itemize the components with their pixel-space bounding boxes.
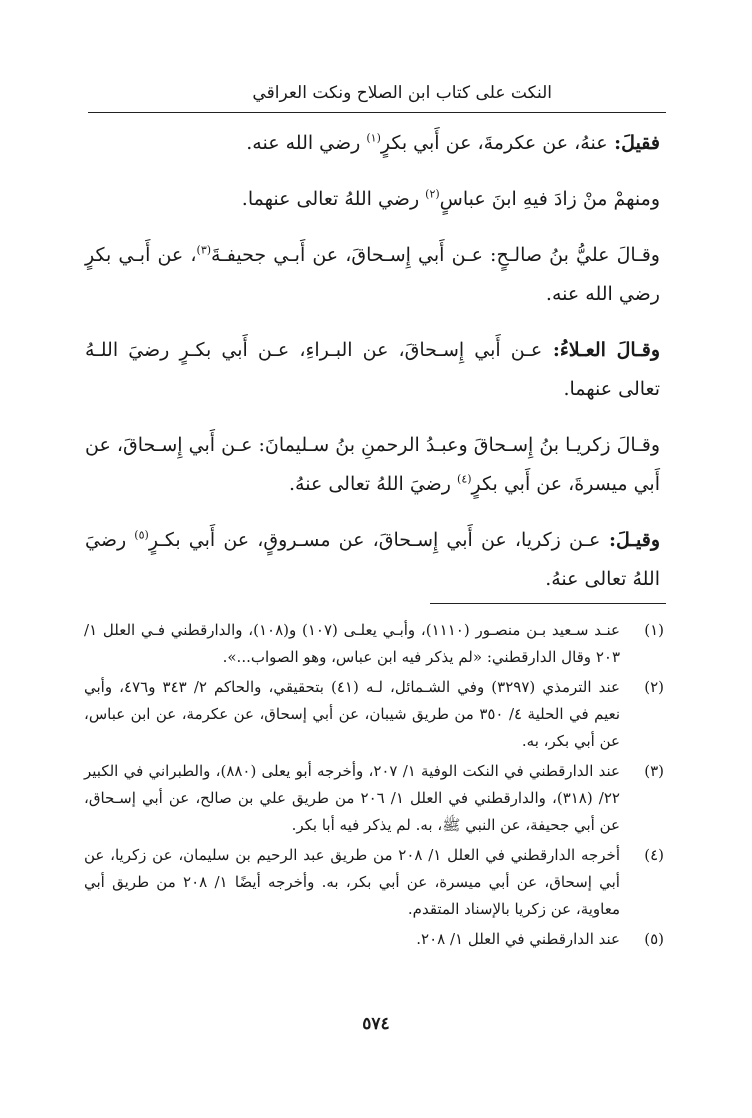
footnote-number: (٣): [644, 762, 664, 780]
paragraph-1: [85, 124, 660, 163]
paragraph-4-text: عـن أَبي إِسـحاقَ، عن البـراءِ، عـن أَبي بكـرٍ رضيَ اللـهُ تعالى عنهما.: [85, 339, 660, 400]
footnote-ref-3[interactable]: (٣): [196, 243, 212, 257]
footnote-ref-2[interactable]: (٢): [425, 187, 440, 201]
paragraph-6-text-a: عـن زكريا، عن أَبي إِسـحاقَ، عن مسـروقٍ، عن أَبي بكـرٍ: [148, 529, 601, 551]
footnote-number: (٥): [644, 930, 664, 948]
paragraph-6-text-b: رضيَ اللهُ تعالى عنهُ.: [85, 529, 660, 590]
footnote-text: عند الدارقطني في النكت الوفية ١/ ٢٠٧، وأخرجه أبو يعلى (٨٨٠)، والطبراني في الكبير ٢٢/ (٣١٨)، والدارقطني في العلل ١/ ٢٠٦ من طريق علي بن صالح، عن أبي إسـحاق، عن أبي جحيفة، عن النبي ﷺ، به. لم يذكر فيه أبا بكر.: [84, 762, 620, 834]
paragraph-3: [85, 236, 660, 314]
paragraph-6: [85, 521, 660, 599]
footnote-ref-1[interactable]: (١): [366, 131, 381, 145]
footnote-4: [84, 842, 664, 923]
paragraph-2-text-b: رضي اللهُ تعالى عنهما.: [241, 188, 426, 210]
footnote-ref-4[interactable]: (٤): [457, 472, 472, 486]
footnote-2: [84, 674, 664, 755]
paragraph-4: [85, 331, 660, 409]
footnote-text: عند الترمذي (٣٢٩٧) وفي الشـمائل، لـه (٤١) بتحقيقي، والحاكم ٢/ ٣٤٣ و٤٧٦، وأبي نعيم في الحلية ٤/ ٣٥٠ من طريق شيبان، عن أبي إسحاق، عن عكرمة، عن ابن عباس، عن أبي بكر، به.: [84, 678, 621, 750]
footnote-text: أخرجه الدارقطني في العلل ١/ ٢٠٨ من طريق عبد الرحيم بن سليمان، عن زكريا، عن أبي إسحاق، عن أبي ميسرة، عن أبي بكر، به. وأخرجه أيضًا ١/ ٢٠٨ من طريق أبي معاوية، عن زكريا بالإسناد المتقدم.: [84, 846, 620, 918]
page-number: ٥٧٤: [362, 1014, 390, 1034]
paragraph-3-text-b: ، عن أَبـي بكرٍ رضي الله عنه.: [85, 244, 660, 305]
paragraph-2: [85, 180, 660, 219]
paragraph-4-lead: وقـالَ العـلاءُ:: [542, 339, 661, 361]
footnote-text: عنـد سـعيد بـن منصـور (١١١٠)، وأبـي يعلـى (١٠٧) و(١٠٨)، والدارقطني فـي العلل ١/ ٢٠٣ وقال الدارقطني: «لم يذكر فيه ابن عباس، وهو الصواب...».: [84, 621, 621, 666]
footnotes: [84, 617, 664, 956]
paragraph-5-text-b: رضيَ اللهُ تعالى عنهُ.: [289, 473, 458, 495]
running-title: النكت على كتاب ابن الصلاح ونكت العراقي: [252, 83, 552, 103]
footnotes-rule: [430, 603, 666, 604]
footnote-number: (٢): [644, 678, 664, 696]
footnote-number: (١): [644, 621, 664, 639]
paragraph-5: [85, 426, 660, 504]
footnote-number: (٤): [644, 846, 664, 864]
main-text: [85, 124, 660, 616]
paragraph-1-lead: فقيلَ:: [607, 132, 660, 154]
footnote-3: [84, 758, 664, 839]
paragraph-1-text-b: رضي الله عنه.: [246, 132, 367, 154]
header-rule: [88, 112, 666, 113]
paragraph-1-text-a: عنهُ، عن عكرمةَ، عن أَبي بكرٍ: [380, 132, 608, 154]
paragraph-5-text-a: وقـالَ زكريـا بنُ إِسـحاقَ وعبـدُ الرحمنِ بنُ سـليمانَ: عـن أَبي إِسـحاقَ، عن أَبي ميسرةَ، عن أَبي بكرٍ: [85, 434, 660, 495]
paragraph-3-text-a: وقـالَ عليُّ بنُ صالـحٍ: عـن أَبي إِسـحاقَ، عن أَبـي جحيفـةَ: [211, 244, 660, 266]
footnote-text: عند الدارقطني في العلل ١/ ٢٠٨.: [416, 930, 620, 948]
paragraph-2-text-a: ومنهمْ منْ زادَ فيهِ ابنَ عباسٍ: [439, 188, 660, 210]
footnote-5: [84, 926, 664, 953]
footnote-1: [84, 617, 664, 671]
footnote-ref-5[interactable]: (٥): [134, 528, 149, 542]
paragraph-6-lead: وقيـلَ:: [600, 529, 661, 551]
